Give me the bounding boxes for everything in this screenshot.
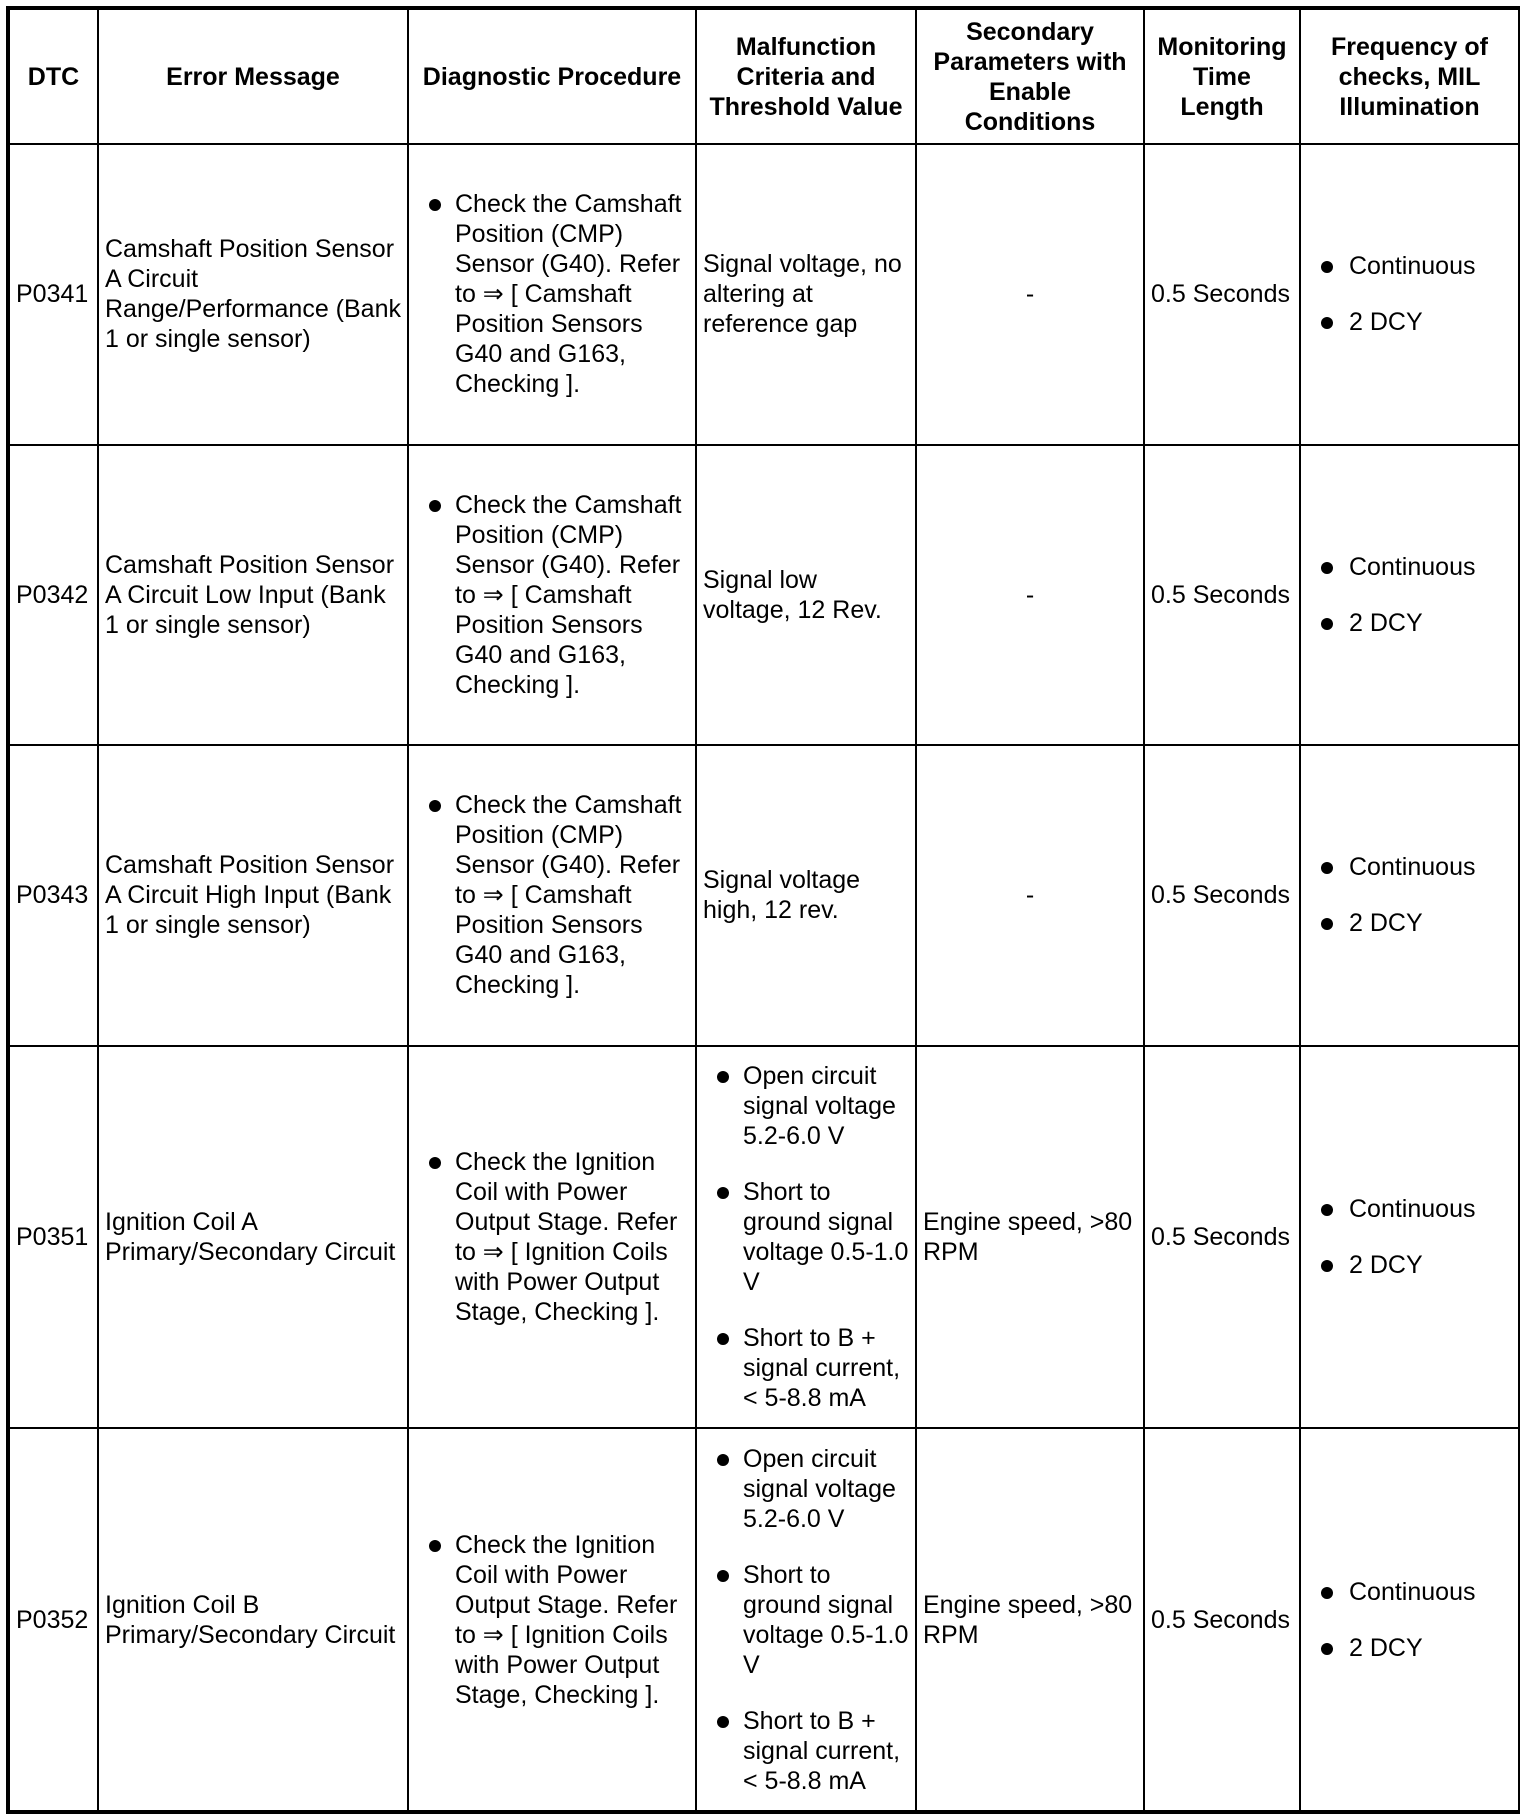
dtc-code: P0341 — [8, 144, 98, 445]
criteria-item: Short to ground signal voltage 0.5-1.0 V — [703, 1177, 909, 1297]
frequency-item: Continuous — [1307, 251, 1512, 281]
criteria-item: Short to ground signal voltage 0.5-1.0 V — [703, 1560, 909, 1680]
error-message: Ignition Coil A Primary/Secondary Circuit — [98, 1046, 408, 1429]
header-dtc: DTC — [8, 8, 98, 144]
header-secondary-parameters: Secondary Parameters with Enable Conditions — [916, 8, 1144, 144]
diagnostic-procedure — [408, 745, 696, 1046]
secondary-parameters: - — [916, 144, 1144, 445]
procedure-item: Check the Camshaft Position (CMP) Sensor (G40). Refer to ⇒ [ Camshaft Position Sensors G40 and G163, Checking ]. — [415, 790, 689, 1000]
dtc-table — [6, 6, 1520, 1814]
table-row — [8, 144, 1520, 445]
malfunction-criteria — [696, 1046, 916, 1429]
malfunction-criteria: Signal voltage, no altering at reference gap — [696, 144, 916, 445]
header-monitoring-time: Monitoring Time Length — [1144, 8, 1300, 144]
frequency-item: 2 DCY — [1307, 307, 1512, 337]
secondary-parameters: - — [916, 745, 1144, 1046]
criteria-item: Short to B + signal current, < 5-8.8 mA — [703, 1706, 909, 1796]
secondary-parameters: - — [916, 445, 1144, 746]
diagnostic-procedure — [408, 1046, 696, 1429]
frequency-item: Continuous — [1307, 852, 1512, 882]
frequency-item: 2 DCY — [1307, 608, 1512, 638]
dtc-code: P0343 — [8, 745, 98, 1046]
frequency-mil — [1300, 1428, 1520, 1812]
frequency-item: Continuous — [1307, 1577, 1512, 1607]
frequency-item: Continuous — [1307, 552, 1512, 582]
error-message: Camshaft Position Sensor A Circuit Range/Performance (Bank 1 or single sensor) — [98, 144, 408, 445]
error-message: Ignition Coil B Primary/Secondary Circuit — [98, 1428, 408, 1812]
dtc-code: P0351 — [8, 1046, 98, 1429]
header-malfunction-criteria: Malfunction Criteria and Threshold Value — [696, 8, 916, 144]
diagnostic-procedure — [408, 1428, 696, 1812]
criteria-item: Open circuit signal voltage 5.2-6.0 V — [703, 1061, 909, 1151]
table-row — [8, 445, 1520, 746]
secondary-parameters: Engine speed, >80 RPM — [916, 1046, 1144, 1429]
frequency-item: 2 DCY — [1307, 1633, 1512, 1663]
diagnostic-procedure — [408, 144, 696, 445]
malfunction-criteria: Signal low voltage, 12 Rev. — [696, 445, 916, 746]
procedure-item: Check the Camshaft Position (CMP) Sensor (G40). Refer to ⇒ [ Camshaft Position Sensors G40 and G163, Checking ]. — [415, 189, 689, 399]
error-message: Camshaft Position Sensor A Circuit Low Input (Bank 1 or single sensor) — [98, 445, 408, 746]
header-frequency-mil: Frequency of checks, MIL Illumination — [1300, 8, 1520, 144]
frequency-mil — [1300, 144, 1520, 445]
malfunction-criteria — [696, 1428, 916, 1812]
frequency-mil — [1300, 745, 1520, 1046]
monitoring-time: 0.5 Seconds — [1144, 144, 1300, 445]
monitoring-time: 0.5 Seconds — [1144, 445, 1300, 746]
monitoring-time: 0.5 Seconds — [1144, 745, 1300, 1046]
dtc-code: P0352 — [8, 1428, 98, 1812]
header-diagnostic-procedure: Diagnostic Procedure — [408, 8, 696, 144]
table-row — [8, 745, 1520, 1046]
frequency-item: 2 DCY — [1307, 908, 1512, 938]
criteria-item: Short to B + signal current, < 5-8.8 mA — [703, 1323, 909, 1413]
dtc-code: P0342 — [8, 445, 98, 746]
monitoring-time: 0.5 Seconds — [1144, 1428, 1300, 1812]
table-row — [8, 1046, 1520, 1429]
table-row — [8, 1428, 1520, 1812]
secondary-parameters: Engine speed, >80 RPM — [916, 1428, 1144, 1812]
procedure-item: Check the Camshaft Position (CMP) Sensor (G40). Refer to ⇒ [ Camshaft Position Sensors G40 and G163, Checking ]. — [415, 490, 689, 700]
frequency-item: Continuous — [1307, 1194, 1512, 1224]
criteria-item: Open circuit signal voltage 5.2-6.0 V — [703, 1444, 909, 1534]
frequency-item: 2 DCY — [1307, 1250, 1512, 1280]
header-error-message: Error Message — [98, 8, 408, 144]
error-message: Camshaft Position Sensor A Circuit High Input (Bank 1 or single sensor) — [98, 745, 408, 1046]
frequency-mil — [1300, 445, 1520, 746]
diagnostic-procedure — [408, 445, 696, 746]
procedure-item: Check the Ignition Coil with Power Output Stage. Refer to ⇒ [ Ignition Coils with Power Output Stage, Checking ]. — [415, 1147, 689, 1327]
malfunction-criteria: Signal voltage high, 12 rev. — [696, 745, 916, 1046]
procedure-item: Check the Ignition Coil with Power Output Stage. Refer to ⇒ [ Ignition Coils with Power Output Stage, Checking ]. — [415, 1530, 689, 1710]
table-header-row — [8, 8, 1520, 144]
frequency-mil — [1300, 1046, 1520, 1429]
monitoring-time: 0.5 Seconds — [1144, 1046, 1300, 1429]
